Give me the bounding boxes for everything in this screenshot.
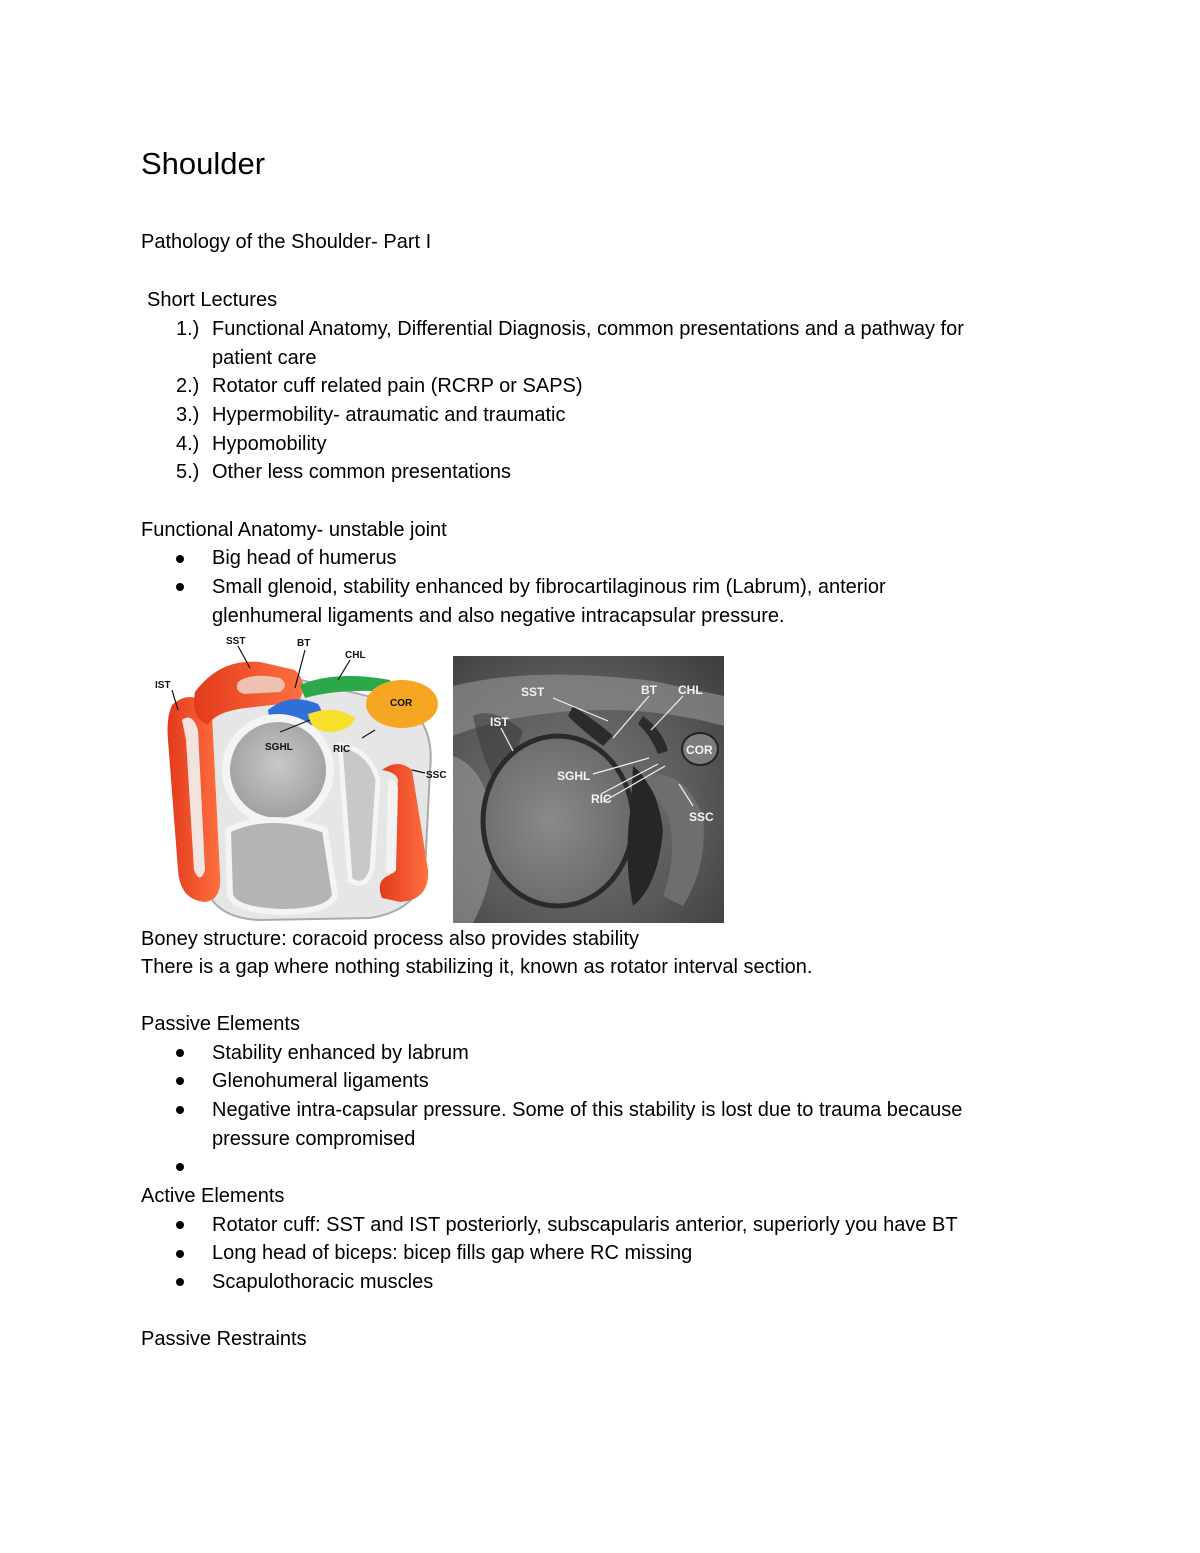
bullet-text: Glenohumeral ligaments [212, 1070, 429, 1092]
bullet-text: Small glenoid, stability enhanced by fibrocartilaginous rim (Labrum), anterior [212, 576, 886, 598]
bullet-icon [176, 583, 184, 591]
list-number: 5.) [176, 461, 200, 483]
diagram-label-sst: SST [226, 636, 246, 647]
diagram-label-cor: COR [390, 698, 413, 709]
bullet-text: pressure compromised [212, 1128, 416, 1150]
mri-label-chl: CHL [678, 683, 703, 697]
mri-label-bt: BT [641, 683, 657, 697]
bullet-icon [176, 1049, 184, 1057]
mri-label-ist: IST [490, 715, 509, 729]
rotator-interval-text: There is a gap where nothing stabilizing it, known as rotator interval section. [141, 956, 813, 978]
list-item-text: Functional Anatomy, Differential Diagnosis, common presentations and a pathway for [212, 318, 964, 340]
bullet-text: Stability enhanced by labrum [212, 1042, 469, 1064]
short-lectures-heading: Short Lectures [147, 289, 278, 311]
bullet-icon [176, 1278, 184, 1286]
bullet-icon [176, 555, 184, 563]
bullet-icon [176, 1250, 184, 1258]
list-item-text: Hypomobility [212, 433, 327, 455]
bullet-icon [176, 1106, 184, 1114]
bullet-text: Scapulothoracic muscles [212, 1271, 434, 1293]
diagram-label-sghl: SGHL [265, 742, 293, 753]
mri-label-ssc: SSC [689, 810, 714, 824]
list-item-text: Hypermobility- atraumatic and traumatic [212, 404, 566, 426]
list-number: 4.) [176, 433, 200, 455]
diagram-label-ric: RIC [333, 744, 351, 755]
list-item-text: Other less common presentations [212, 461, 512, 483]
subtitle: Pathology of the Shoulder- Part I [141, 231, 432, 253]
list-item-text: patient care [212, 347, 317, 369]
bullet-icon [176, 1077, 184, 1085]
bullet-text: glenhumeral ligaments and also negative intracapsular pressure. [212, 605, 785, 627]
diagram-label-bt: BT [297, 638, 311, 649]
bullet-text: Long head of biceps: bicep fills gap where RC missing [212, 1242, 693, 1264]
active-elements-heading: Active Elements [141, 1185, 285, 1207]
list-number: 3.) [176, 404, 200, 426]
mri-label-sst: SST [521, 685, 545, 699]
list-item-text: Rotator cuff related pain (RCRP or SAPS) [212, 375, 583, 397]
diagram-label-ssc: SSC [426, 770, 447, 781]
bullet-text: Negative intra-capsular pressure. Some of this stability is lost due to trauma because [212, 1099, 963, 1121]
page-title: Shoulder [141, 146, 266, 181]
mri-label-cor: COR [686, 743, 713, 757]
list-number: 1.) [176, 318, 200, 340]
mri-label-ric: RIC [591, 792, 612, 806]
diagram-label-ist: IST [155, 680, 171, 691]
passive-elements-heading: Passive Elements [141, 1013, 300, 1035]
list-number: 2.) [176, 375, 200, 397]
bullet-text: Big head of humerus [212, 547, 397, 569]
shoulder-mri-image [453, 656, 724, 923]
boney-structure-text: Boney structure: coracoid process also provides stability [141, 928, 640, 950]
shoulder-anatomy-diagram [150, 630, 450, 925]
humeral-head-shape [226, 718, 330, 822]
glenoid-lower-shape [228, 820, 335, 912]
diagram-label-chl: CHL [345, 650, 366, 661]
mri-label-sghl: SGHL [557, 769, 591, 783]
bullet-text: Rotator cuff: SST and IST posteriorly, subscapularis anterior, superiorly you have BT [212, 1214, 958, 1236]
functional-anatomy-heading: Functional Anatomy- unstable joint [141, 519, 447, 541]
bullet-icon [176, 1221, 184, 1229]
passive-restraints-heading: Passive Restraints [141, 1328, 307, 1350]
bullet-icon [176, 1163, 184, 1171]
